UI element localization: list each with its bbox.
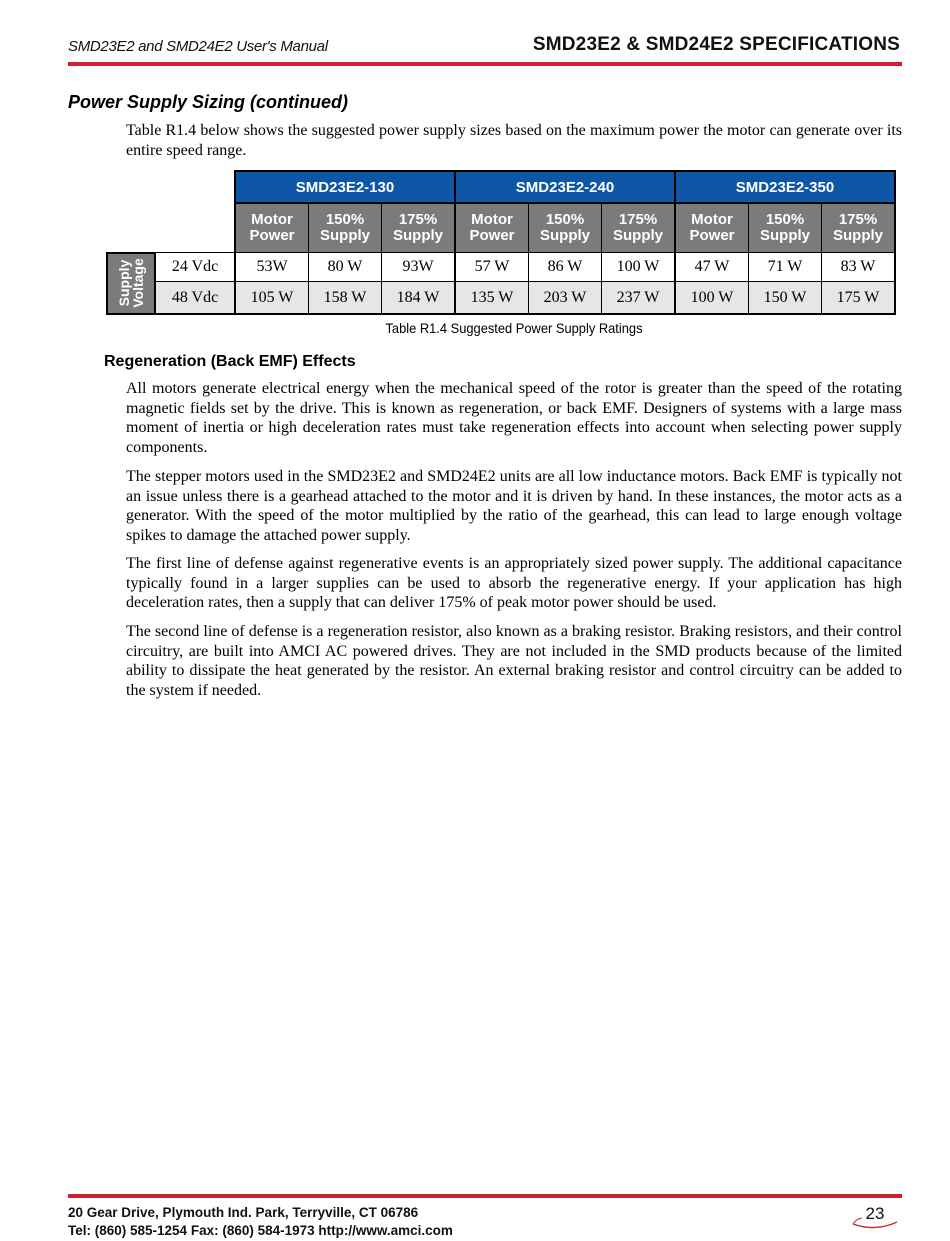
value-cell: 135 W: [455, 282, 529, 315]
value-cell: 86 W: [529, 253, 602, 282]
table-row: [107, 282, 895, 315]
value-cell: 80 W: [309, 253, 382, 282]
body-paragraph: The stepper motors used in the SMD23E2 and SMD24E2 units are all low inductance motors. Back EMF is typically not an issue unless there is a gearhead attached to the motor and it is driven by hand. In these instances, the motor acts as a generator. With the speed of the motor multiplied by the ratio of the gearhead, this can lead to large enough voltage spikes to damage the attached power supply.: [126, 468, 902, 544]
subheader-cell: 175% Supply: [822, 203, 896, 253]
table-caption: Table R1.4 Suggested Power Supply Ratings: [385, 320, 643, 336]
subheader-cell: 150% Supply: [529, 203, 602, 253]
value-cell: 83 W: [822, 253, 896, 282]
value-cell: 175 W: [822, 282, 896, 315]
value-cell: 100 W: [675, 282, 749, 315]
header-manual-title: SMD23E2 and SMD24E2 User's Manual: [68, 38, 328, 55]
value-cell: 71 W: [749, 253, 822, 282]
value-cell: 57 W: [455, 253, 529, 282]
subheader-cell: 175% Supply: [382, 203, 456, 253]
value-cell: 203 W: [529, 282, 602, 315]
footer-rule: [68, 1194, 902, 1198]
table-subheader-row: [107, 203, 895, 253]
value-cell: 47 W: [675, 253, 749, 282]
value-cell: 105 W: [235, 282, 309, 315]
swoosh-icon: [850, 1216, 900, 1230]
footer-address: 20 Gear Drive, Plymouth Ind. Park, Terryville, CT 06786: [68, 1205, 419, 1220]
value-cell: 184 W: [382, 282, 456, 315]
value-cell: 53W: [235, 253, 309, 282]
voltage-cell: 48 Vdc: [155, 282, 235, 315]
subheader-cell: Motor Power: [455, 203, 529, 253]
value-cell: 93W: [382, 253, 456, 282]
header-rule: [68, 62, 902, 66]
voltage-cell: 24 Vdc: [155, 253, 235, 282]
subheader-cell: 175% Supply: [602, 203, 676, 253]
value-cell: 158 W: [309, 282, 382, 315]
table-model-row: [107, 171, 895, 203]
page-number: 23: [850, 1204, 900, 1230]
model-header: SMD23E2-350: [675, 171, 895, 203]
header-section-title: SMD23E2 & SMD24E2 SPECIFICATIONS: [532, 34, 900, 55]
body-paragraph: The first line of defense against regenerative events is an appropriately sized power supply. The additional capacitance typically found in a larger supplies can be used to absorb the regenerative energy. If your application has high deceleration rates, then a supply that can deliver 175% of peak motor power should be used.: [126, 555, 902, 611]
subheader-cell: 150% Supply: [309, 203, 382, 253]
subheader-cell: 150% Supply: [749, 203, 822, 253]
body-paragraph: The second line of defense is a regeneration resistor, also known as a braking resistor. Braking resistors, and their control circuitry, are built into AMCI AC powered drives. They are not included in the SMD products because of the limited ability to dissipate the heat generated by the resistor. An external braking resistor and control circuitry can be added to the system if needed.: [126, 623, 902, 699]
table-corner: [107, 171, 235, 203]
model-header: SMD23E2-130: [235, 171, 455, 203]
value-cell: 150 W: [749, 282, 822, 315]
footer-contact: Tel: (860) 585-1254 Fax: (860) 584-1973 http://www.amci.com: [68, 1223, 453, 1238]
model-header: SMD23E2-240: [455, 171, 675, 203]
subheader-cell: Motor Power: [675, 203, 749, 253]
supply-voltage-label: Supply Voltage: [107, 253, 155, 315]
value-cell: 100 W: [602, 253, 676, 282]
intro-paragraph: Table R1.4 below shows the suggested power supply sizes based on the maximum power the motor can generate over its entire speed range.: [126, 122, 902, 159]
regen-heading: Regeneration (Back EMF) Effects: [104, 353, 356, 370]
power-supply-table: [106, 170, 896, 315]
section-title: Power Supply Sizing (continued): [68, 92, 349, 112]
value-cell: 237 W: [602, 282, 676, 315]
body-paragraph: All motors generate electrical energy when the mechanical speed of the rotor is greater than the speed of the rotating magnetic fields set by the drive. This is known as regeneration, or back EMF. Designers of systems with a large mass moment of inertia or high deceleration rates must take regeneration effects into account when selecting power supply components.: [126, 380, 902, 456]
subheader-cell: Motor Power: [235, 203, 309, 253]
table-row: [107, 253, 895, 282]
